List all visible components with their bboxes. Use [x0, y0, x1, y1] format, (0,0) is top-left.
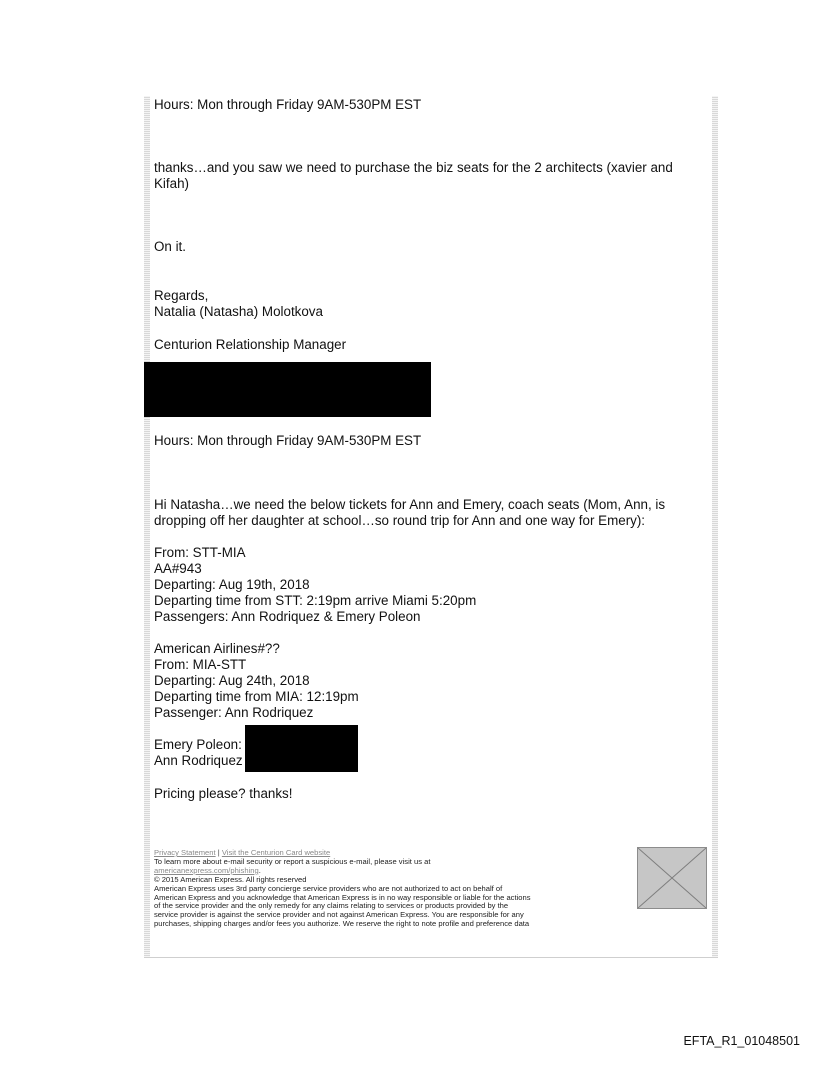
- frame-border-right: [712, 96, 718, 958]
- redaction-block: [144, 362, 431, 417]
- flight1-line: From: STT-MIA: [154, 545, 246, 560]
- flight1-line: Passengers: Ann Rodriquez & Emery Poleon: [154, 609, 421, 624]
- phishing-link[interactable]: americanexpress.com/phishing: [154, 865, 259, 875]
- message-biz-seats: thanks…and you saw we need to purchase the biz seats for the 2 architects (xavier and Kifah): [154, 160, 673, 191]
- disclaimer-line: purchases, shipping charges and/or fees you authorize. We reserve the right to note profile and preference data: [154, 919, 530, 929]
- passenger-label-emery: Emery Poleon:: [154, 737, 242, 752]
- redaction-block: [245, 725, 358, 772]
- pricing-request: Pricing please? thanks!: [154, 786, 293, 801]
- frame-border-bottom: [144, 957, 718, 958]
- request-intro: Hi Natasha…we need the below tickets for Ann and Emery, coach seats (Mom, Ann, is dropping off her daughter at school…so round trip for Ann and one way for Emery):: [154, 497, 666, 528]
- disclaimer-line: American Express and you acknowledge that American Express is in no way responsible or liable for the actions: [154, 892, 531, 902]
- flight1-line: Departing time from STT: 2:19pm arrive Miami 5:20pm: [154, 593, 477, 608]
- document-id: EFTA_R1_01048501: [683, 1034, 800, 1048]
- phishing-suffix: .: [258, 865, 261, 875]
- signature-name: Natalia (Natasha) Molotkova: [154, 304, 323, 319]
- image-placeholder-x-icon: [638, 848, 706, 908]
- privacy-statement-link[interactable]: Privacy Statement: [154, 848, 216, 857]
- flight2-line: From: MIA-STT: [154, 657, 247, 672]
- flight1-line: Departing: Aug 19th, 2018: [154, 577, 310, 592]
- hours-line: Hours: Mon through Friday 9AM-530PM EST: [154, 433, 422, 448]
- copyright-text: © 2015 American Express. All rights reserved: [154, 874, 307, 884]
- disclaimer-line: service provider is against the service provider and not against American Express. You are responsible for any: [154, 910, 524, 920]
- disclaimer-line: of the service provider and the only remedy for any claims relating to services or products provided by the: [154, 901, 509, 911]
- centurion-website-link[interactable]: Visit the Centurion Card website: [221, 848, 331, 857]
- link-separator: |: [217, 848, 220, 857]
- signature-regards: Regards,: [154, 288, 209, 303]
- message-on-it: On it.: [154, 239, 186, 254]
- passenger-label-ann: Ann Rodriquez: [154, 753, 243, 768]
- hours-line: Hours: Mon through Friday 9AM-530PM EST: [154, 97, 422, 112]
- flight2-line: Departing: Aug 24th, 2018: [154, 673, 310, 688]
- signature-title: Centurion Relationship Manager: [154, 337, 347, 352]
- security-text: To learn more about e-mail security or report a suspicious e-mail, please visit us at: [154, 856, 431, 866]
- flight2-line: American Airlines#??: [154, 641, 280, 656]
- footer-disclaimer: [154, 849, 638, 929]
- flight2-line: Departing time from MIA: 12:19pm: [154, 689, 359, 704]
- frame-border-left: [144, 96, 150, 958]
- flight2-line: Passenger: Ann Rodriquez: [154, 705, 314, 720]
- disclaimer-line: American Express uses 3rd party concierge service providers who are not authorized to act on behalf of: [154, 883, 503, 893]
- broken-image-placeholder-icon: [637, 847, 707, 909]
- flight1-line: AA#943: [154, 561, 202, 576]
